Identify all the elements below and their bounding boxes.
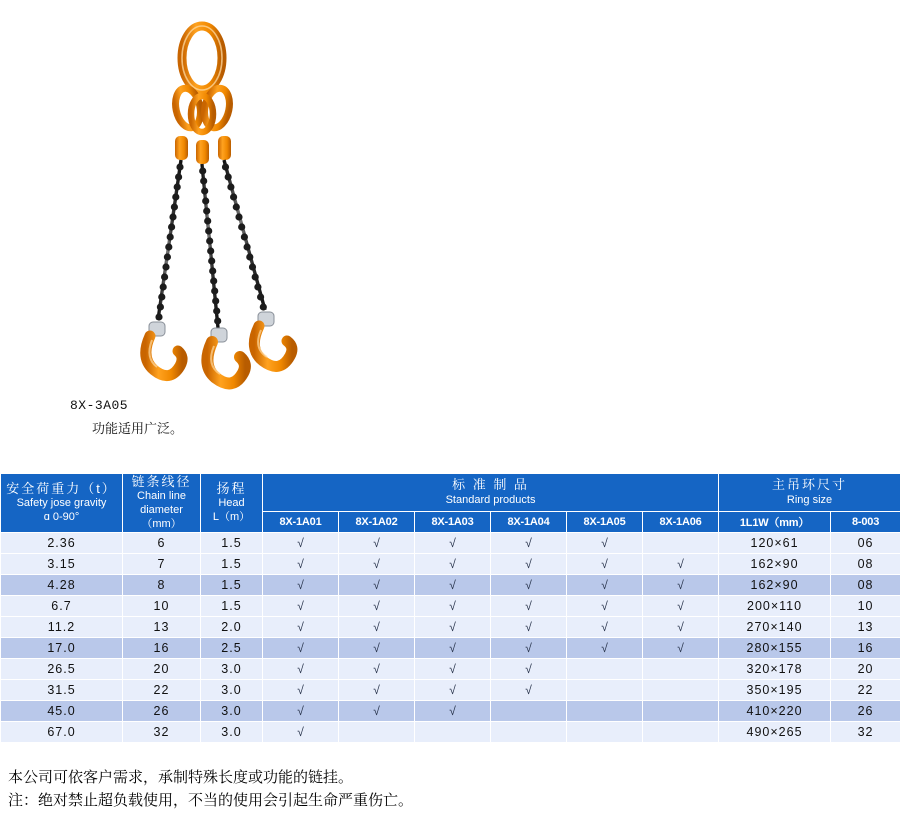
cell-product-8X-1A06 <box>643 658 719 679</box>
header-standard-products <box>263 474 719 512</box>
cell-ring-dimensions: 162×90 <box>719 574 831 595</box>
cell-product-8X-1A01: √ <box>263 700 339 721</box>
specification-table-body <box>1 532 900 742</box>
cell-product-8X-1A02: √ <box>339 616 415 637</box>
cell-ring-code: 13 <box>831 616 900 637</box>
cell-product-8X-1A06 <box>643 532 719 553</box>
cell-safety-load: 4.28 <box>1 574 123 595</box>
cell-ring-dimensions: 490×265 <box>719 721 831 742</box>
cell-product-8X-1A01: √ <box>263 595 339 616</box>
header-chain-diameter-unit: （mm） <box>141 517 182 530</box>
cell-ring-dimensions: 200×110 <box>719 595 831 616</box>
column-ring-dimensions: 1L1W（mm） <box>719 511 831 532</box>
cell-ring-dimensions: 410×220 <box>719 700 831 721</box>
specification-table <box>0 473 900 743</box>
cell-chain-diameter: 20 <box>123 658 201 679</box>
cell-head: 2.5 <box>201 637 263 658</box>
column-8X-1A01: 8X-1A01 <box>263 511 339 532</box>
header-safety-load <box>1 474 123 533</box>
header-head-en: Head <box>218 497 245 510</box>
cell-product-8X-1A04: √ <box>491 574 567 595</box>
column-8X-1A02: 8X-1A02 <box>339 511 415 532</box>
cell-head: 1.5 <box>201 553 263 574</box>
specification-table-wrapper <box>0 473 900 743</box>
cell-chain-diameter: 22 <box>123 679 201 700</box>
cell-product-8X-1A05: √ <box>567 553 643 574</box>
cell-product-8X-1A02: √ <box>339 595 415 616</box>
chain-leg-center <box>199 164 245 383</box>
cell-product-8X-1A06 <box>643 700 719 721</box>
cell-product-8X-1A03: √ <box>415 532 491 553</box>
cell-ring-dimensions: 280×155 <box>719 637 831 658</box>
header-safety-load-cn: 安全荷重力（t） <box>6 480 117 496</box>
cell-product-8X-1A02: √ <box>339 637 415 658</box>
cell-ring-code: 32 <box>831 721 900 742</box>
cell-head: 1.5 <box>201 595 263 616</box>
cell-ring-code: 16 <box>831 637 900 658</box>
cell-chain-diameter: 6 <box>123 532 201 553</box>
cell-ring-code: 08 <box>831 574 900 595</box>
cell-product-8X-1A04: √ <box>491 616 567 637</box>
header-chain-diameter-en: Chain line diameter <box>137 490 186 516</box>
cell-product-8X-1A01: √ <box>263 532 339 553</box>
chain-sling-svg <box>80 10 340 390</box>
header-standard-products-cn: 标 准 制 品 <box>452 477 529 493</box>
column-8X-1A04: 8X-1A04 <box>491 511 567 532</box>
cell-product-8X-1A04: √ <box>491 532 567 553</box>
cell-product-8X-1A06 <box>643 721 719 742</box>
cell-safety-load: 26.5 <box>1 658 123 679</box>
hook-center <box>207 328 245 383</box>
cell-ring-dimensions: 320×178 <box>719 658 831 679</box>
table-row <box>1 553 900 574</box>
cell-ring-code: 22 <box>831 679 900 700</box>
header-safety-load-en: Safety jose gravity <box>16 497 107 510</box>
three-leg-chain-sling-illustration <box>80 10 340 390</box>
cell-chain-diameter: 10 <box>123 595 201 616</box>
cell-product-8X-1A03: √ <box>415 595 491 616</box>
cell-ring-code: 10 <box>831 595 900 616</box>
table-row <box>1 574 900 595</box>
cell-product-8X-1A04 <box>491 721 567 742</box>
header-ring-size-cn: 主吊环尺寸 <box>772 477 848 493</box>
cell-safety-load: 45.0 <box>1 700 123 721</box>
header-chain-diameter-cn: 链条线径 <box>131 474 192 489</box>
header-ring-size <box>719 474 900 512</box>
cell-product-8X-1A03: √ <box>415 616 491 637</box>
column-8X-1A06: 8X-1A06 <box>643 511 719 532</box>
cell-product-8X-1A06: √ <box>643 616 719 637</box>
cell-chain-diameter: 8 <box>123 574 201 595</box>
header-chain-diameter <box>123 474 201 533</box>
cell-product-8X-1A01: √ <box>263 658 339 679</box>
cell-safety-load: 6.7 <box>1 595 123 616</box>
cell-product-8X-1A03: √ <box>415 553 491 574</box>
cell-safety-load: 2.36 <box>1 532 123 553</box>
cell-product-8X-1A06: √ <box>643 595 719 616</box>
cell-product-8X-1A05: √ <box>567 574 643 595</box>
cell-chain-diameter: 13 <box>123 616 201 637</box>
cell-head: 2.0 <box>201 616 263 637</box>
cell-product-8X-1A05 <box>567 721 643 742</box>
cell-ring-dimensions: 270×140 <box>719 616 831 637</box>
connector-left <box>175 136 188 160</box>
cell-product-8X-1A02: √ <box>339 574 415 595</box>
cell-product-8X-1A03: √ <box>415 658 491 679</box>
cell-product-8X-1A03 <box>415 721 491 742</box>
cell-product-8X-1A01: √ <box>263 721 339 742</box>
cell-ring-code: 06 <box>831 532 900 553</box>
cell-ring-code: 20 <box>831 658 900 679</box>
cell-safety-load: 3.15 <box>1 553 123 574</box>
cell-head: 3.0 <box>201 700 263 721</box>
product-description-caption: 功能适用广泛。 <box>92 421 184 436</box>
table-row <box>1 721 900 742</box>
cell-product-8X-1A04: √ <box>491 637 567 658</box>
chain-leg-left <box>146 160 184 376</box>
cell-ring-code: 08 <box>831 553 900 574</box>
table-row <box>1 595 900 616</box>
header-ring-size-en: Ring size <box>786 493 833 506</box>
header-head-unit: L（m） <box>212 510 251 523</box>
cell-ring-dimensions: 120×61 <box>719 532 831 553</box>
cell-ring-dimensions: 162×90 <box>719 553 831 574</box>
cell-product-8X-1A06: √ <box>643 637 719 658</box>
cell-product-8X-1A05 <box>567 679 643 700</box>
cell-product-8X-1A02: √ <box>339 553 415 574</box>
cell-product-8X-1A02: √ <box>339 679 415 700</box>
table-row <box>1 616 900 637</box>
hook-right <box>254 312 292 366</box>
cell-product-8X-1A02: √ <box>339 658 415 679</box>
table-row <box>1 700 900 721</box>
cell-head: 1.5 <box>201 574 263 595</box>
header-standard-products-en: Standard products <box>445 493 536 506</box>
cell-product-8X-1A04 <box>491 700 567 721</box>
hook-left <box>146 322 182 376</box>
column-8X-1A05: 8X-1A05 <box>567 511 643 532</box>
cell-product-8X-1A03: √ <box>415 637 491 658</box>
note-line-1: 本公司可依客户需求，承制特殊长度或功能的链挂。 <box>8 769 354 786</box>
cell-product-8X-1A03: √ <box>415 679 491 700</box>
table-row <box>1 658 900 679</box>
cell-product-8X-1A04: √ <box>491 658 567 679</box>
cell-product-8X-1A01: √ <box>263 616 339 637</box>
connector-right <box>218 136 231 160</box>
cell-ring-code: 26 <box>831 700 900 721</box>
footer-notes <box>8 766 892 813</box>
cell-product-8X-1A06 <box>643 679 719 700</box>
cell-product-8X-1A04: √ <box>491 679 567 700</box>
table-header-row-1 <box>1 474 900 512</box>
table-row <box>1 532 900 553</box>
cell-chain-diameter: 7 <box>123 553 201 574</box>
cell-product-8X-1A03: √ <box>415 700 491 721</box>
product-code-caption: 8X-3A05 <box>70 398 129 413</box>
cell-product-8X-1A03: √ <box>415 574 491 595</box>
cell-safety-load: 11.2 <box>1 616 123 637</box>
note-line-2: 注：绝对禁止超负载使用，不当的使用会引起生命严重伤亡。 <box>8 792 414 810</box>
cell-product-8X-1A01: √ <box>263 637 339 658</box>
cell-product-8X-1A05: √ <box>567 532 643 553</box>
connector-center <box>196 140 209 164</box>
cell-head: 3.0 <box>201 721 263 742</box>
cell-head: 3.0 <box>201 658 263 679</box>
cell-product-8X-1A02 <box>339 721 415 742</box>
cell-product-8X-1A01: √ <box>263 574 339 595</box>
cell-product-8X-1A02: √ <box>339 532 415 553</box>
table-row <box>1 637 900 658</box>
cell-product-8X-1A04: √ <box>491 595 567 616</box>
cell-product-8X-1A01: √ <box>263 553 339 574</box>
cell-safety-load: 67.0 <box>1 721 123 742</box>
cell-product-8X-1A01: √ <box>263 679 339 700</box>
cell-product-8X-1A05 <box>567 658 643 679</box>
chain-leg-right <box>222 160 292 366</box>
cell-product-8X-1A06: √ <box>643 574 719 595</box>
header-head-cn: 扬程 <box>216 480 247 496</box>
cell-head: 1.5 <box>201 532 263 553</box>
cell-product-8X-1A02: √ <box>339 700 415 721</box>
header-safety-load-angle: ɑ 0-90° <box>43 510 80 523</box>
column-ring-code: 8-003 <box>831 511 900 532</box>
cell-chain-diameter: 26 <box>123 700 201 721</box>
cell-product-8X-1A05: √ <box>567 637 643 658</box>
cell-safety-load: 17.0 <box>1 637 123 658</box>
cell-chain-diameter: 16 <box>123 637 201 658</box>
cell-product-8X-1A05: √ <box>567 616 643 637</box>
header-head <box>201 474 263 533</box>
cell-chain-diameter: 32 <box>123 721 201 742</box>
cell-product-8X-1A06: √ <box>643 553 719 574</box>
cell-safety-load: 31.5 <box>1 679 123 700</box>
cell-product-8X-1A05 <box>567 700 643 721</box>
column-8X-1A03: 8X-1A03 <box>415 511 491 532</box>
cell-head: 3.0 <box>201 679 263 700</box>
cell-product-8X-1A04: √ <box>491 553 567 574</box>
table-row <box>1 679 900 700</box>
cell-product-8X-1A05: √ <box>567 595 643 616</box>
cell-ring-dimensions: 350×195 <box>719 679 831 700</box>
